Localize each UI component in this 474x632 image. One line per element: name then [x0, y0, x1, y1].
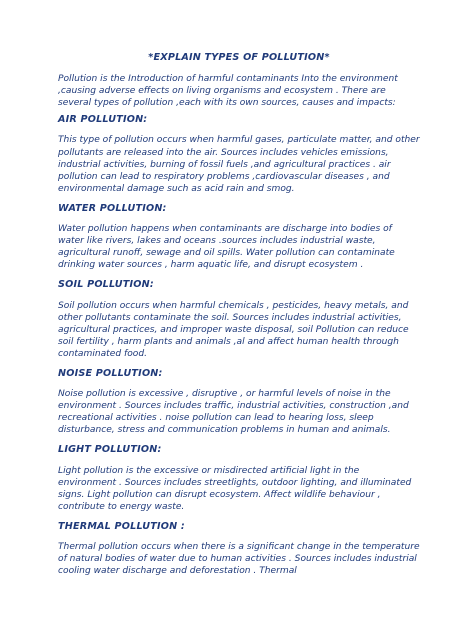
- intro-paragraph: Pollution is the Introduction of harmful contaminants Into the environment ,causing adverse effects on living organisms and ecosystem . There are several types of pollution ,each with its own sources, causes and impacts:: [58, 74, 398, 109]
- section-heading-soil: SOIL POLLUTION:: [58, 279, 154, 291]
- section-heading-water: WATER POLLUTION:: [58, 202, 167, 214]
- section-thermal: [58, 521, 420, 577]
- section-text-water: Water pollution happens when contaminants are discharge into bodies of water like rivers, lakes and oceans .sources includes industrial waste, agricultural runoff, sewage and oil spills. Water pollution can contaminate drinking water sources , harm aquatic life, and disrupt ecosystem .: [58, 224, 395, 271]
- section-light: [58, 444, 420, 512]
- section-heading-noise: NOISE POLLUTION:: [58, 367, 163, 379]
- section-text-light: Light pollution is the excessive or misdirected artificial light in the environment . Sources includes streetlights, outdoor lighting, and illuminated signs. Light pollution can disrupt ecosystem. Affect wildlife behaviour , contribute to energy waste.: [58, 465, 412, 512]
- document-body: [58, 52, 420, 585]
- section-text-thermal: Thermal pollution occurs when there is a significant change in the temperature of natural bodies of water due to human activities . Sources includes industrial cooling water discharge and deforestation . Thermal: [58, 542, 420, 577]
- section-water: [58, 203, 420, 271]
- section-text-noise: Noise pollution is excessive , disruptive , or harmful levels of noise in the environment . Sources includes traffic, industrial activities, construction ,and recreational activities . noise pollution can lead to hearing loss, sleep disturbance, stress and communication problems in human and animals.: [58, 389, 409, 436]
- section-air: [58, 114, 420, 195]
- document-title: *EXPLAIN TYPES OF POLLUTION*: [148, 52, 330, 63]
- section-soil: [58, 279, 420, 360]
- section-heading-air: AIR POLLUTION:: [58, 114, 148, 126]
- section-heading-thermal: THERMAL POLLUTION :: [58, 520, 185, 532]
- section-text-air: This type of pollution occurs when harmful gases, particulate matter, and other pollutants are released into the air. Sources includes vehicles emissions, industrial activities, burning of fossil fuels ,and agricultural practices . air pollution can lead to respiratory problems ,cardiovascular diseases , and environmental damage such as acid rain and smog.: [58, 135, 420, 194]
- section-text-soil: Soil pollution occurs when harmful chemicals , pesticides, heavy metals, and other pollutants contaminate the soil. Sources includes industrial activities, agricultural practices, and improper waste disposal, soil Pollution can reduce soil fertility , harm plants and animals ,al and affect human health through contaminated food.: [58, 300, 409, 359]
- section-heading-light: LIGHT POLLUTION:: [58, 444, 162, 456]
- section-noise: [58, 368, 420, 436]
